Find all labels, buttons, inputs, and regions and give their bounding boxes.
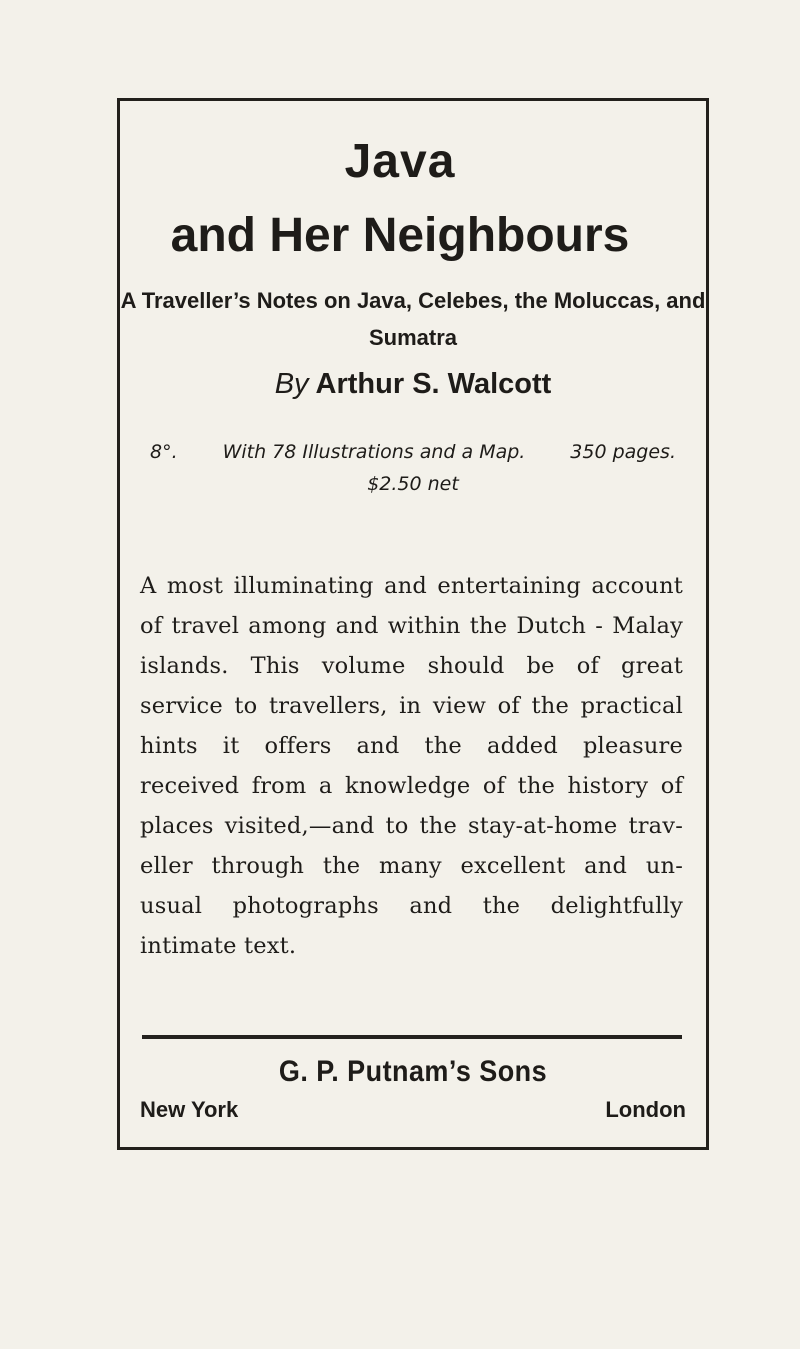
author-name: Arthur S. Walcott [315, 368, 552, 400]
author-prefix: By [274, 368, 309, 400]
book-illustrations: With 78 Illustrations and a Map. [222, 441, 526, 463]
publisher-city-new-york: New York [140, 1097, 239, 1122]
publisher-name: G. P. Putnam’s Sons [278, 1055, 548, 1088]
book-format: 8°. [150, 441, 178, 463]
book-description: A most illuminating and entertaining account of travel among and within the Dutch - Malay islands. This volume should be of great service to travellers, in view of the practical hints it offers and the added pleasure received from a knowledge of the history of places visited,—and to the stay-at-home trav- eller through the many excellent and un- usual photographs and the delightfully intimate text. [140, 573, 683, 959]
book-price: $2.50 net [367, 473, 459, 495]
publisher-city-london: London [605, 1097, 686, 1122]
book-pages: 350 pages. [570, 441, 676, 463]
author-line [120, 366, 706, 402]
book-title: Java [344, 135, 456, 188]
book-title-line2: and Her Neighbours [170, 209, 630, 262]
book-specs [120, 436, 706, 500]
divider-rule [142, 1035, 682, 1039]
book-subtitle: A Traveller’s Notes on Java, Celebes, the Moluccas, and Sumatra [120, 288, 706, 350]
